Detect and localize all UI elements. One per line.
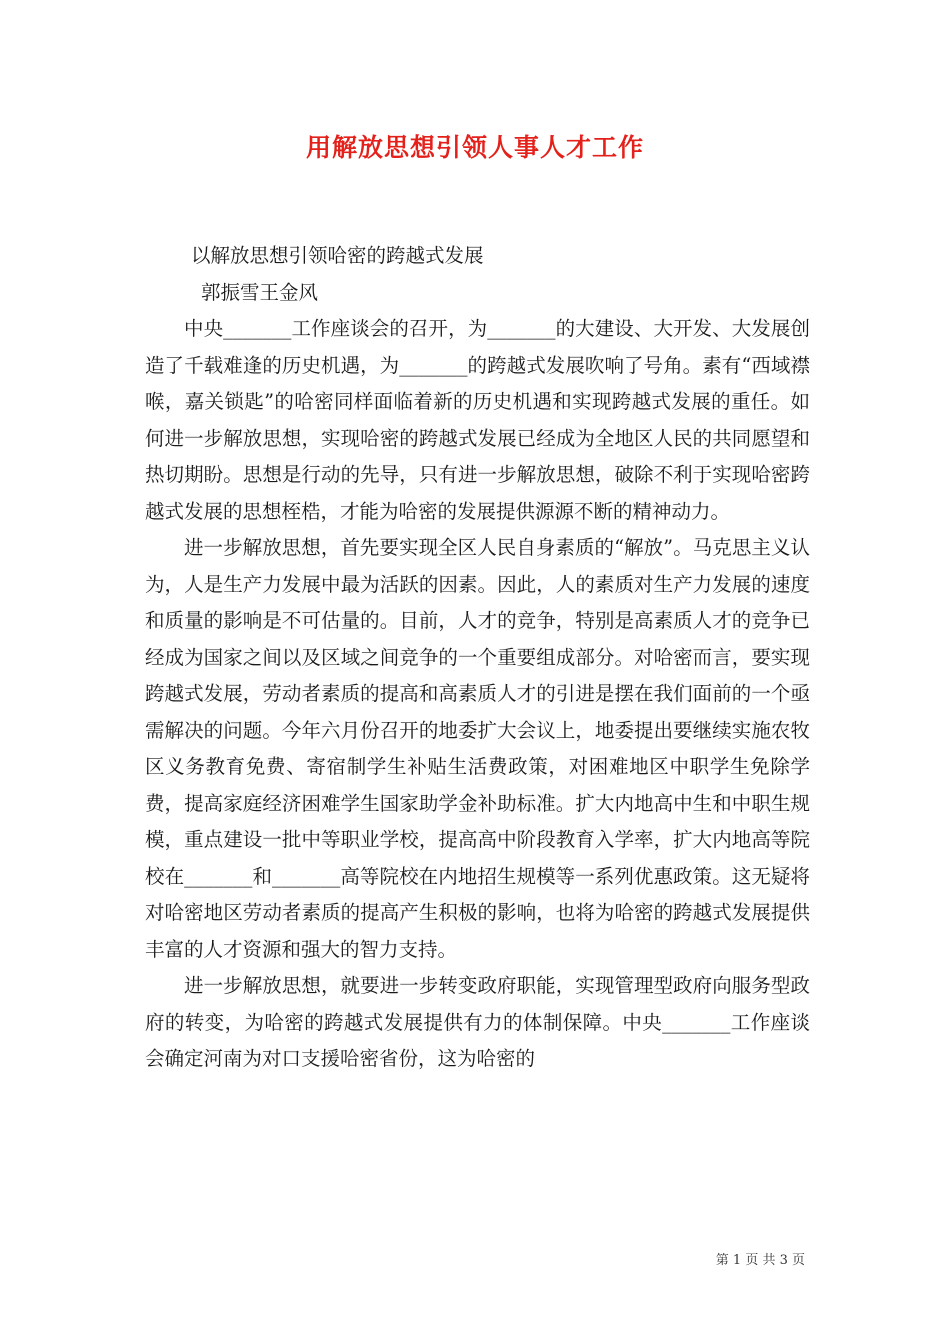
document-author: 郭振雪王金风	[201, 280, 319, 304]
paragraph-1: 中央_______工作座谈会的召开，为_______的大建设、大开发、大发展创造了千载难逢的历史机遇，为_______的跨越式发展吹响了号角。素有“西域襟喉，嘉关锁匙”的哈密同样面临着新的历史机遇和实现跨越式发展的重任。如何进一步解放思想，实现哈密的跨越式发展已经成为全地区人民的共同愿望和热切期盼。思想是行动的先导，只有进一步解放思想，破除不利于实现哈密跨越式发展的思想桎梏，才能为哈密的发展提供源源不断的精神动力。	[145, 317, 810, 523]
document-title: 用解放思想引领人事人才工作	[305, 133, 644, 162]
document-body	[145, 238, 810, 1078]
page-number-footer: 第 1 页 共 3 页	[715, 1253, 805, 1268]
document-subtitle: 以解放思想引领哈密的跨越式发展	[191, 244, 484, 267]
paragraph-2: 进一步解放思想，首先要实现全区人民自身素质的“解放”。马克思主义认为，人是生产力发展中最为活跃的因素。因此，人的素质对生产力发展的速度和质量的影响是不可估量的。目前，人才的竞争，特别是高素质人才的竞争已经成为国家之间以及区域之间竞争的一个重要组成部分。对哈密而言，要实现跨越式发展，劳动者素质的提高和高素质人才的引进是摆在我们面前的一个亟需解决的问题。今年六月份召开的地委扩大会议上，地委提出要继续实施农牧区义务教育免费、寄宿制学生补贴生活费政策，对困难地区中职学生免除学费，提高家庭经济困难学生国家助学金补助标准。扩大内地高中生和中职生规模，重点建设一批中等职业学校，提高高中阶段教育入学率，扩大内地高等院校在_______和_______高等院校在内地招生规模等一系列优惠政策。这无疑将对哈密地区劳动者素质的提高产生积极的影响，也将为哈密的跨越式发展提供丰富的人才资源和强大的智力支持。	[145, 536, 810, 961]
paragraph-3: 进一步解放思想，就要进一步转变政府职能，实现管理型政府向服务型政府的转变，为哈密的跨越式发展提供有力的体制保障。中央_______工作座谈会确定河南为对口支援哈密省份，这为哈密的	[145, 974, 810, 1070]
